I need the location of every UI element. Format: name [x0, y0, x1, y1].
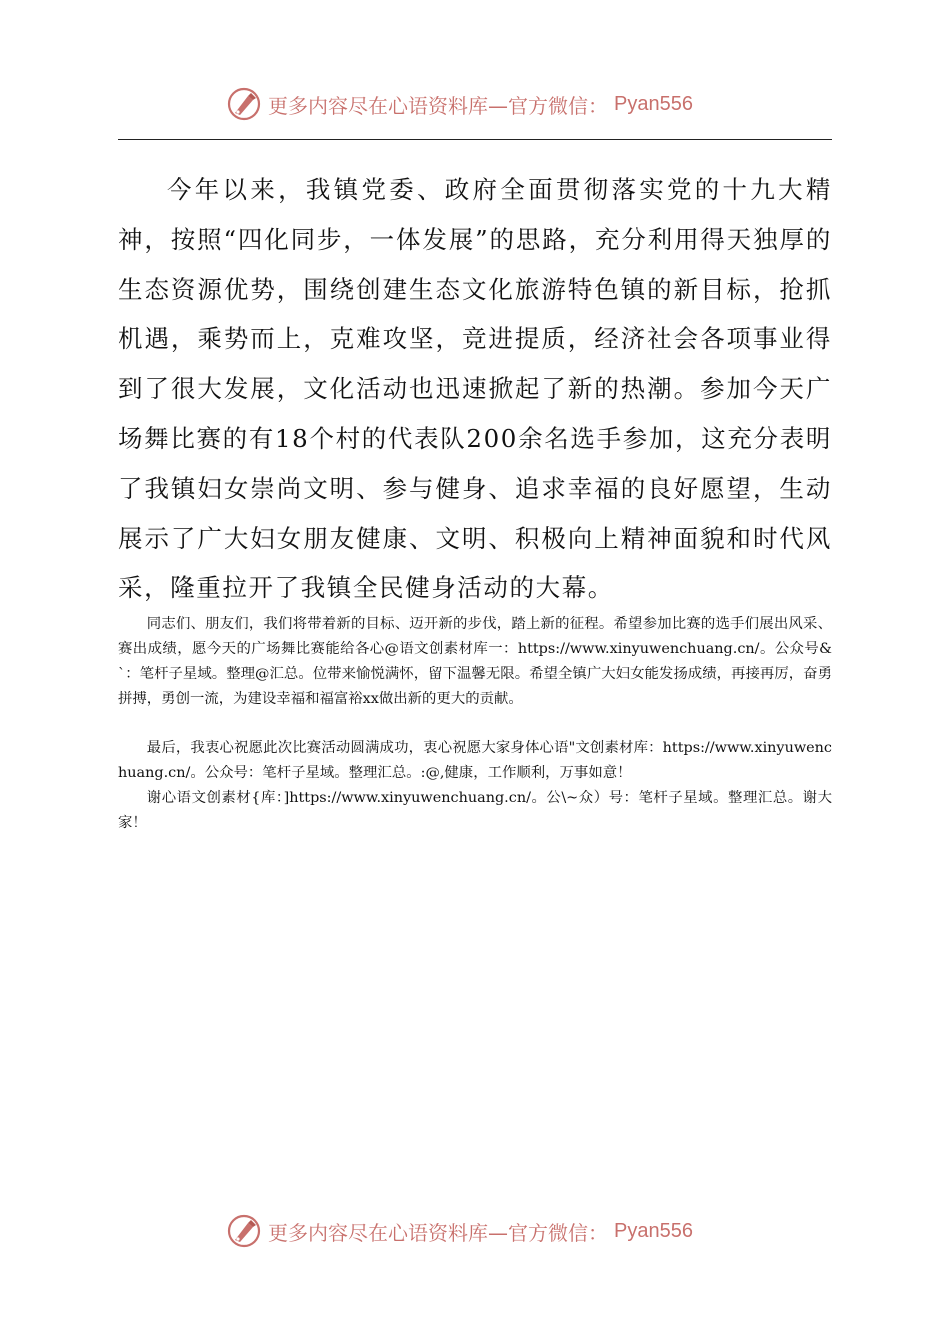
pen-nib-logo-icon — [226, 86, 262, 122]
header-wechat-id: Pyan556 — [614, 92, 693, 115]
body-paragraph-1: 今年以来，我镇党委、政府全面贯彻落实党的十九大精神，按照“四化同步，一体发展”的思路，充分利用得天独厚的生态资源优势，围绕创建生态文化旅游特色镇的新目标，抢抓机遇，乘势而上，克难攻坚，竞进提质，经济社会各项事业得到了很大发展，文化活动也迅速掀起了新的热潮。参加今天广场舞比赛的有18个村的代表队200余名选手参加，这充分表明了我镇妇女崇尚文明、参与健身、追求幸福的良好愿望，生动展示了广大妇女朋友健康、文明、积极向上精神面貌和时代风采，隆重拉开了我镇全民健身活动的大幕。 — [118, 175, 832, 603]
body-paragraph-3: 最后，我衷心祝愿此次比赛活动圆满成功，衷心祝愿大家身体心语"文创素材库：https://www.xinyuwenchuang.cn/。公众号：笔杆子星域。整理汇总。:@,健康，工作顺利，万事如意！ — [118, 740, 832, 781]
body-paragraph-2: 同志们、朋友们，我们将带着新的目标、迈开新的步伐，踏上新的征程。希望参加比赛的选手们展出风采、赛出成绩，愿今天的广场舞比赛能给各心@语文创素材库一：https://www.xinyuwenchuang.cn/。公众号&`：笔杆子星域。整理@汇总。位带来愉悦满怀，留下温馨无限。希望全镇广大妇女能发扬成绩，再接再厉，奋勇拼搏，勇创一流，为建设幸福和福富裕xx做出新的更大的贡献。 — [118, 616, 832, 707]
header-rule — [118, 139, 832, 140]
header-banner-text: 更多内容尽在心语资料库—官方微信： — [268, 93, 608, 118]
body-paragraph-4: 谢心语文创素材{库：]https://www.xinyuwenchuang.cn/。公\~众）号：笔杆子星域。整理汇总。谢大家！ — [118, 790, 832, 831]
header-banner — [226, 84, 693, 124]
footer-banner — [226, 1211, 693, 1251]
footer-banner-text: 更多内容尽在心语资料库—官方微信： — [268, 1220, 608, 1245]
pen-nib-logo-icon — [226, 1213, 262, 1249]
footer-wechat-id: Pyan556 — [614, 1219, 693, 1242]
